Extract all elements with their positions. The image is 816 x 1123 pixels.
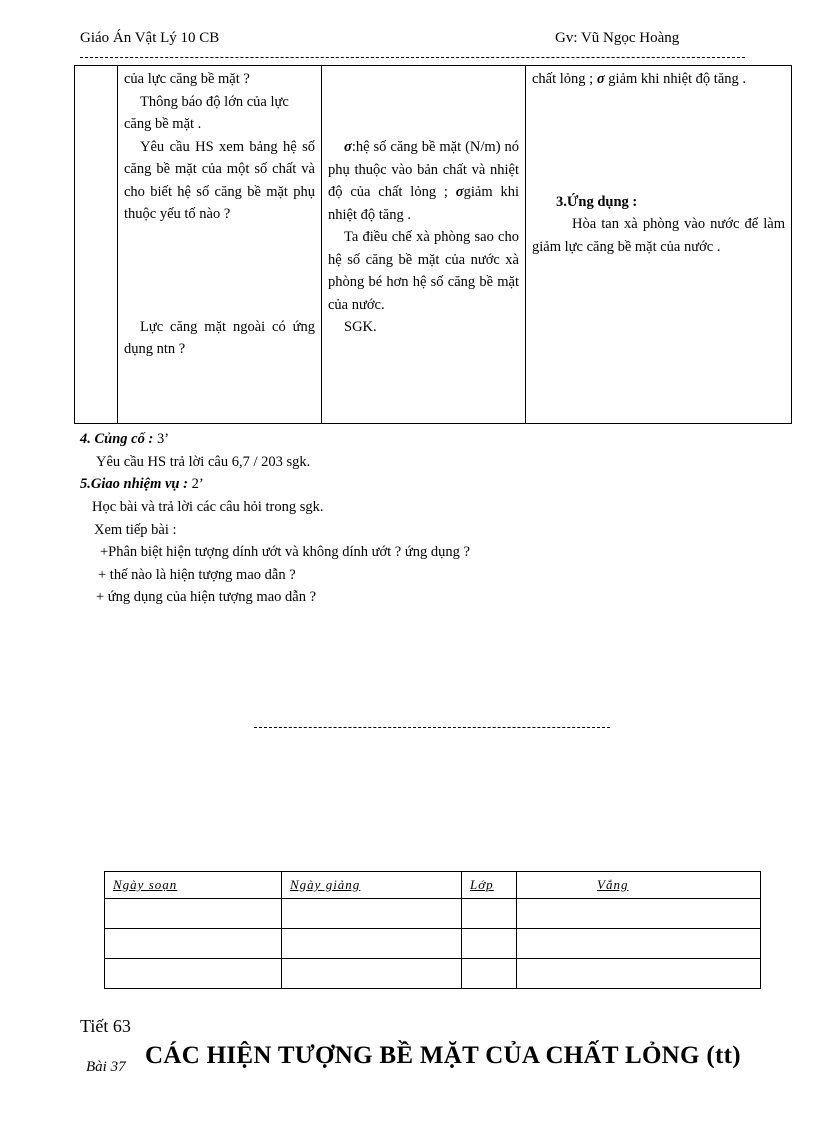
content-line-1a: chất lỏng ;	[532, 71, 594, 87]
lesson-table	[74, 65, 792, 424]
teacher-line-4: Lực căng mặt ngoài có ứng dụng ntn ?	[124, 318, 315, 357]
teacher-activity-cell	[118, 66, 322, 424]
student-activity-cell	[322, 66, 526, 424]
sigma-definition-text-2: giảm khi nhiệt độ tăng .	[328, 184, 519, 223]
sigma-symbol-3: σ	[596, 71, 605, 87]
sigma-symbol-2: σ	[455, 184, 464, 200]
header-left: Giáo Án Vật Lý 10 CB	[80, 30, 220, 46]
table-col-blank	[75, 66, 118, 424]
assign-line-3: +Phân biệt hiện tượng dính ướt và không dính ướt ? ứng dụng ?	[100, 544, 470, 560]
assign-line-4: + thế nào là hiện tượng mao dẫn ?	[98, 567, 296, 583]
table-row	[105, 929, 761, 959]
sigma-definition	[328, 136, 519, 226]
teacher-line-3: Yêu cầu HS xem bảng hệ số căng bề mặt của một số chất và cho biết hệ số căng bề mặt phụ thuộc yếu tố nào ?	[124, 138, 315, 222]
consolidate-heading	[80, 428, 169, 451]
schedule-header-cell	[462, 872, 517, 899]
header-vang: Vắng	[597, 877, 629, 892]
lesson-title: CÁC HIỆN TƯỢNG BỀ MẶT CỦA CHẤT LỎNG (tt)	[145, 1042, 741, 1069]
header-divider	[80, 57, 745, 58]
lesson-period: Tiết 63	[80, 1016, 131, 1036]
assign-heading	[80, 473, 204, 496]
soap-text: Ta điều chế xà phòng sao cho hệ số căng bề mặt của nước xà phòng bé hơn hệ số căng bề mặt của nước.	[328, 229, 519, 313]
content-cell	[526, 66, 792, 424]
section-divider	[254, 727, 610, 728]
schedule-header-cell	[282, 872, 462, 899]
table-row	[105, 959, 761, 989]
assign-line-2: Xem tiếp bài :	[94, 522, 177, 538]
assign-title: 5.Giao nhiệm vụ :	[80, 476, 188, 492]
teacher-line-1: của lực căng bề mặt ?	[124, 71, 250, 87]
schedule-table	[104, 871, 761, 989]
schedule-header-cell	[105, 872, 282, 899]
assign-line-5: + ứng dụng của hiện tượng mao dẫn ?	[96, 589, 317, 605]
sigma-definition-text: :hệ số căng bề mặt (N/m) nó phụ thuộc vào bản chất và nhiệt độ của chất lỏng ;	[328, 139, 519, 200]
header-ngay-giang: Ngày giảng	[290, 877, 361, 892]
teacher-line-2: Thông báo độ lớn của lực căng bề mặt .	[124, 93, 289, 132]
header-right: Gv: Vũ Ngọc Hoàng	[555, 30, 680, 46]
content-line-1	[532, 68, 785, 91]
application-text: Hòa tan xà phòng vào nước để làm giảm lực căng bề mặt của nước .	[532, 216, 785, 255]
consolidate-text: Yêu cầu HS trả lời câu 6,7 / 203 sgk.	[96, 454, 311, 470]
assign-line-1: Học bài và trả lời các câu hỏi trong sgk.	[92, 499, 324, 515]
content-line-1b: giảm khi nhiệt độ tăng .	[608, 71, 747, 87]
application-heading: 3.Ứng dụng :	[556, 193, 638, 210]
header-ngay-soan: Ngày soạn	[113, 877, 178, 892]
sgk-text: SGK.	[344, 319, 377, 335]
consolidate-title: 4. Củng cố :	[80, 431, 154, 447]
assign-time: 2’	[191, 476, 204, 492]
table-row	[105, 899, 761, 929]
sigma-symbol: σ	[344, 139, 352, 155]
lesson-number: Bài 37	[86, 1059, 126, 1075]
schedule-header-row	[105, 872, 761, 899]
header-lop: Lớp	[470, 877, 494, 892]
consolidate-time: 3’	[156, 431, 170, 447]
schedule-header-cell	[517, 872, 761, 899]
